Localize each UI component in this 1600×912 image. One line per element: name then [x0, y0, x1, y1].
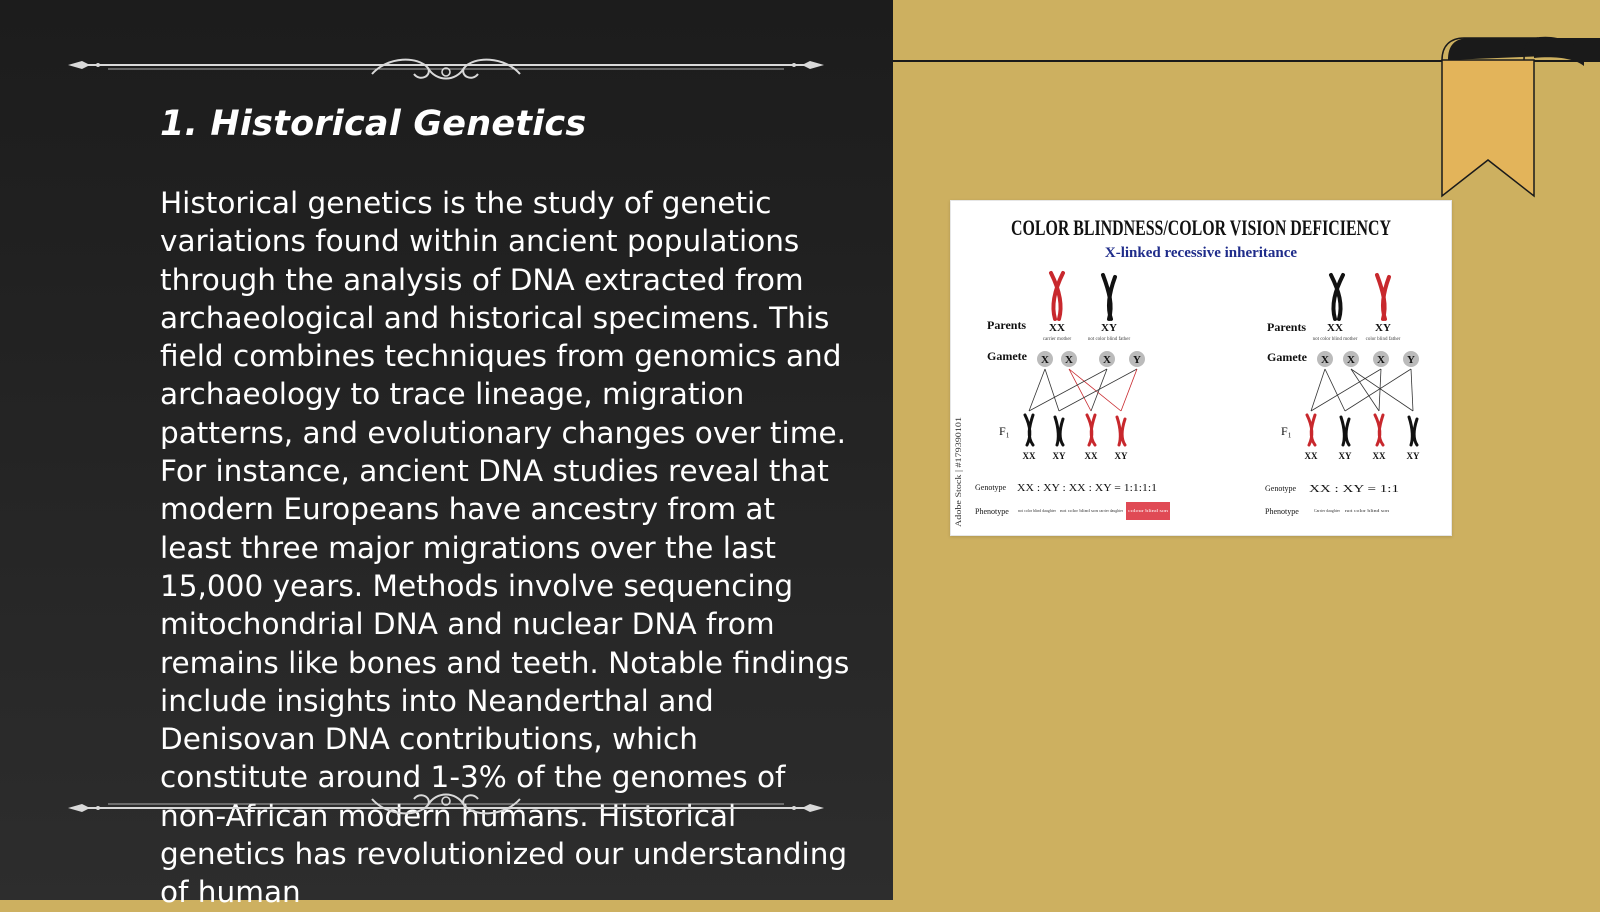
slide-body-text: Historical genetics is the study of genetic variations found within ancient populations through the analysis of DNA extracted from archaeological and historical specimens. This field combines techniques from genomics and archaeology to trace lineage, migration patterns, and evolutionary changes over time. For instance, ancient DNA studies reveal that modern Europeans have ancestry from at least three major migrations over the last 15,000 years. Methods involve sequencing mitochondrial DNA and nuclear DNA from remains like bones and teeth. Notable findings include insights into Neanderthal and Denisovan DNA contributions, which constitute around 1-3% of the genomes of non-African modern humans. Historical genetics has revolutionized our understanding of human: [160, 186, 850, 910]
gamete-circles: [1037, 351, 1145, 367]
parent1-genotype: XX: [1049, 322, 1065, 334]
offspring-chromosomes: [1025, 415, 1125, 445]
phenotype-item: Carrier daughter: [1314, 508, 1341, 513]
offspring-genotype: XY: [1406, 451, 1420, 461]
phenotype-item: colour blind son: [1128, 508, 1170, 513]
phenotype-item: not color blind son: [1345, 508, 1390, 513]
parents-label: Parents: [987, 318, 1027, 332]
genotype-ratio: XX : XY : XX : XY = 1:1:1:1: [1017, 483, 1157, 494]
svg-text:X: X: [1065, 354, 1073, 366]
diagram-title: COLOR BLINDNESS/COLOR VISION DEFICIENCY: [1011, 215, 1392, 240]
gamete-label: Gamete: [1267, 350, 1307, 364]
parent2-note: not color blind father: [1087, 337, 1131, 342]
offspring-genotype: XX: [1084, 451, 1098, 461]
svg-text:X: X: [1321, 354, 1329, 366]
svg-text:X: X: [1347, 354, 1355, 366]
genotype-label: Genotype: [975, 483, 1007, 492]
svg-text:X: X: [1103, 354, 1111, 366]
parent2-genotype: XY: [1375, 322, 1391, 334]
offspring-genotype: XX: [1372, 451, 1386, 461]
gamete-circles: [1317, 351, 1419, 367]
genotype-ratio: XX : XY = 1:1: [1309, 484, 1399, 495]
genotype-label: Genotype: [1265, 484, 1297, 493]
right-cross: [1265, 275, 1420, 516]
offspring-genotype: XX: [1304, 451, 1318, 461]
phenotype-item: not color blind son: [1060, 508, 1099, 513]
gamete-label: Gamete: [987, 349, 1027, 363]
phenotype-item: carrier daughter: [1099, 508, 1124, 513]
parent1-note: not color blind mother: [1312, 337, 1358, 342]
svg-text:Y: Y: [1407, 354, 1415, 366]
stock-watermark: Adobe Stock | #179390101: [954, 439, 963, 527]
cross-lines: [1029, 369, 1137, 411]
phenotype-item: not color blind daughter: [1018, 508, 1057, 513]
svg-text:X: X: [1377, 354, 1385, 366]
bookmark-ribbon-icon: [1434, 36, 1600, 196]
parent2-genotype: XY: [1101, 322, 1117, 334]
diagram-subtitle: X-linked recessive inheritance: [1104, 245, 1298, 261]
chromosome-icon: [1331, 275, 1389, 319]
svg-text:Y: Y: [1133, 354, 1141, 366]
parent1-genotype: XX: [1327, 322, 1343, 334]
chromosome-icon: [1051, 273, 1115, 319]
ornament-divider-top: [68, 52, 824, 78]
cross-lines: [1311, 369, 1413, 411]
phenotype-label: Phenotype: [1265, 507, 1299, 516]
f1-label: F₁: [1281, 424, 1292, 438]
offspring-genotype: XX: [1022, 451, 1036, 461]
offspring-genotype: XY: [1338, 451, 1352, 461]
ornament-divider-bottom: [68, 795, 824, 821]
offspring-chromosomes: [1307, 415, 1417, 445]
offspring-genotype: XY: [1052, 451, 1066, 461]
left-cross: [975, 273, 1170, 520]
offspring-genotype: XY: [1114, 451, 1128, 461]
f1-label: F₁: [999, 424, 1010, 438]
color-blindness-diagram: [950, 200, 1452, 536]
parent1-note: carrier mother: [1042, 337, 1072, 342]
svg-text:X: X: [1041, 354, 1049, 366]
phenotype-label: Phenotype: [975, 507, 1009, 516]
parent2-note: color blind father: [1365, 337, 1401, 342]
parents-label: Parents: [1267, 320, 1307, 334]
slide-title: 1. Historical Genetics: [160, 104, 587, 144]
